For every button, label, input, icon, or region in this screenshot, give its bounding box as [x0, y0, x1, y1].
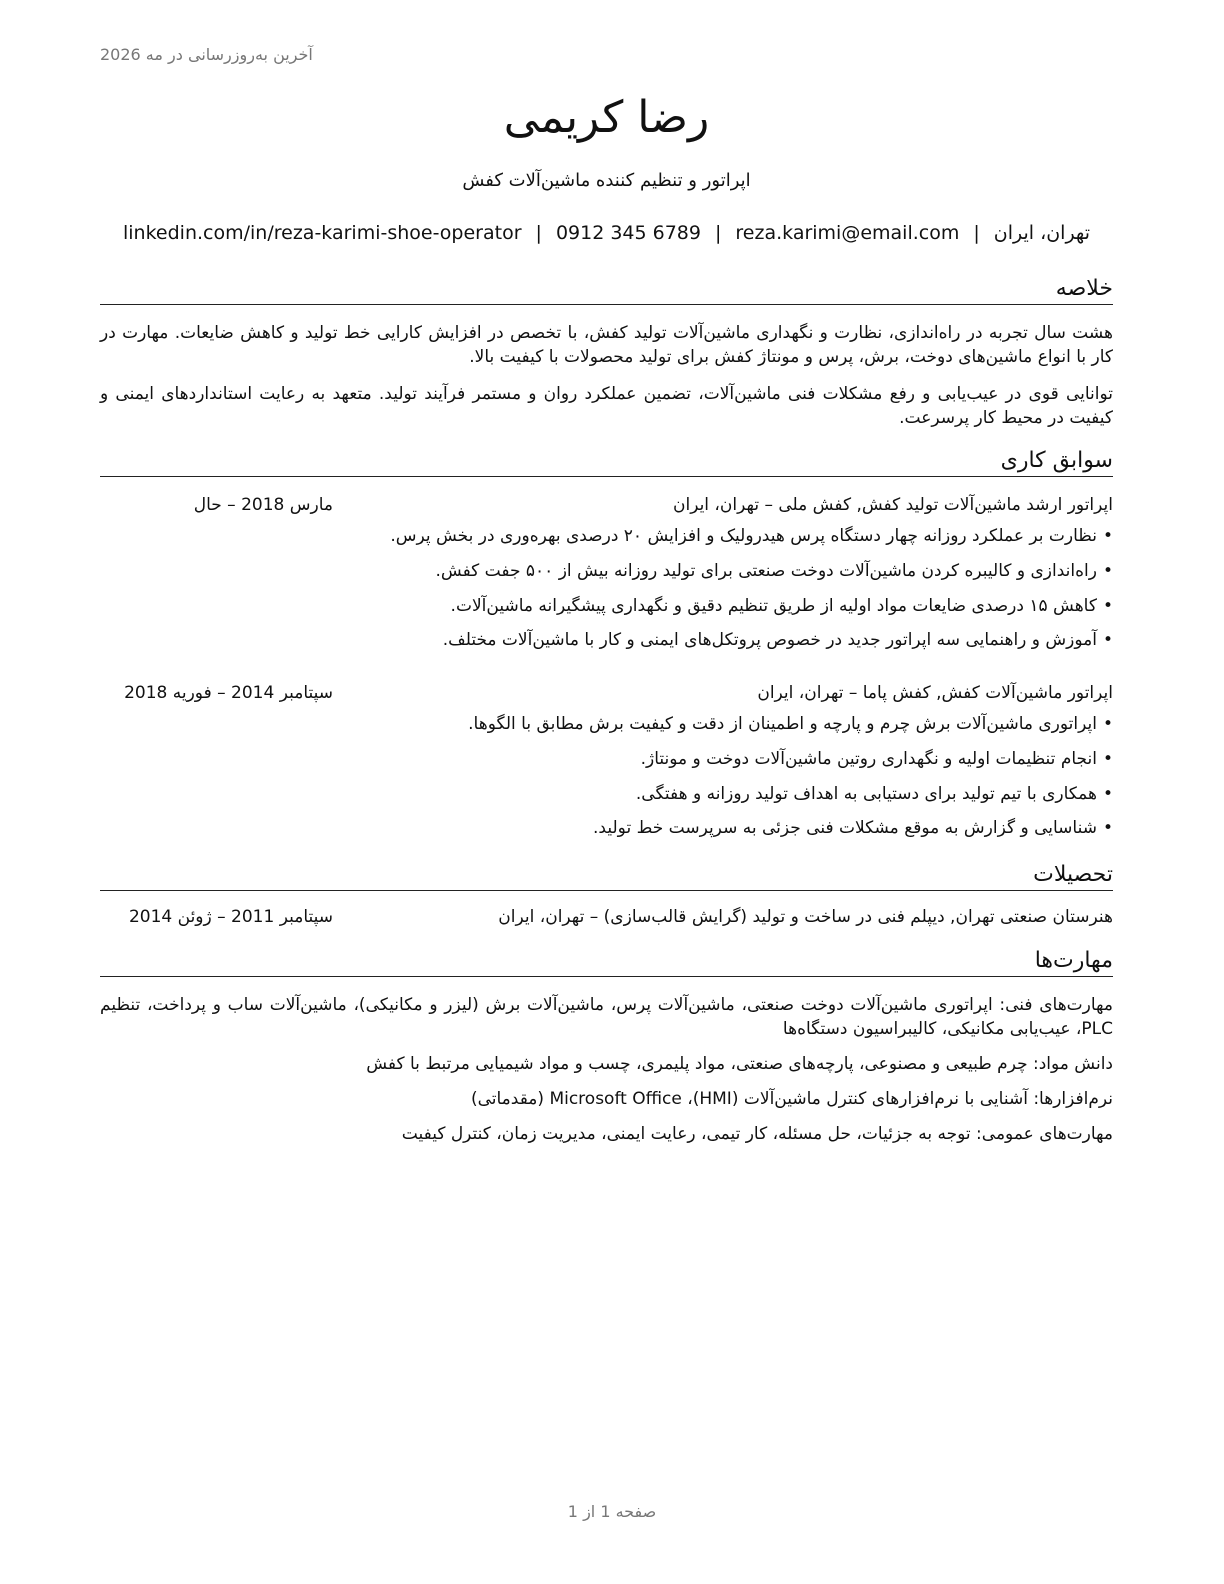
contact-separator: |: [715, 222, 722, 244]
job-bullet: [468, 712, 1113, 736]
bullet-dot: •: [1102, 630, 1113, 650]
job-bullet-text: همکاری با تیم تولید برای دستیابی به اهداف تولید روزانه و هفتگی.: [635, 784, 1097, 804]
section-title-skills: مهارت‌ها: [100, 948, 1113, 977]
bullet-dot: •: [1102, 749, 1113, 769]
job-bullet-text: شناسایی و گزارش به موقع مشکلات فنی جزئی به سرپرست خط تولید.: [593, 818, 1097, 838]
skill-line: مهارت‌های عمومی: توجه به جزئیات، حل مسئله، کار تیمی، رعایت ایمنی، مدیریت زمان، کنترل کیفیت: [401, 1124, 1113, 1144]
job-date: سپتامبر 2014 – فوریه 2018: [124, 683, 333, 703]
job-bullet-text: انجام تنظیمات اولیه و نگهداری روتین ماشین‌آلات دوخت و مونتاژ.: [640, 749, 1097, 769]
job-bullet-text: اپراتوری ماشین‌آلات برش چرم و پارچه و اطمینان از دقت و کیفیت برش مطابق با الگوها.: [468, 714, 1097, 734]
section-title-experience: سوابق کاری: [100, 448, 1113, 477]
job-bullet-text: کاهش ۱۵ درصدی ضایعات مواد اولیه از طریق تنظیم دقیق و نگهداری پیشگیرانه ماشین‌آلات.: [450, 596, 1097, 616]
section-title-education: تحصیلات: [100, 862, 1113, 891]
last-updated-note: آخرین به‌روزرسانی در مه 2026: [100, 45, 313, 64]
contact-linkedin[interactable]: linkedin.com/in/reza-karimi-shoe-operator: [123, 222, 522, 244]
bullet-dot: •: [1102, 784, 1113, 804]
job-bullet: [636, 782, 1113, 806]
job-bullet: [436, 559, 1114, 583]
bullet-dot: •: [1102, 596, 1113, 616]
job-title: اپراتور و تنظیم کننده ماشین‌آلات کفش: [462, 170, 751, 191]
skill-line: نرم‌افزارها: آشنایی با نرم‌افزارهای کنترل ماشین‌آلات (HMI)، Microsoft Office (مقدماتی): [470, 1089, 1113, 1109]
contact-line: [100, 222, 1113, 244]
contact-location: تهران، ایران: [993, 222, 1090, 244]
job-role: اپراتور ارشد ماشین‌آلات تولید کفش, کفش ملی – تهران، ایران: [672, 495, 1113, 515]
page-number: صفحه 1 از 1: [567, 1502, 657, 1521]
skill-line: مهارت‌های فنی: اپراتوری ماشین‌آلات دوخت صنعتی، ماشین‌آلات پرس، ماشین‌آلات برش (لیزر و مکانیکی)، ماشین‌آلات ساب و پرداخت، تنظیم PLC، عیب‌یابی مکانیکی، کالیبراسیون دستگاه‌ها: [100, 995, 1113, 1039]
contact-separator: |: [535, 222, 542, 244]
job-bullet-text: آموزش و راهنمایی سه اپراتور جدید در خصوص پروتکل‌های ایمنی و کار با ماشین‌آلات مختلف.: [442, 630, 1097, 650]
summary-paragraph-2: توانایی قوی در عیب‌یابی و رفع مشکلات فنی ماشین‌آلات، تضمین عملکرد روان و مستمر فرآیند تولید. متعهد به رعایت استانداردهای ایمنی و کیفیت در محیط کار پرسرعت.: [100, 384, 1113, 428]
contact-phone[interactable]: 0912 345 6789: [555, 222, 701, 244]
education-school: هنرستان صنعتی تهران, دیپلم فنی در ساخت و تولید (گرایش قالب‌سازی) – تهران، ایران: [498, 907, 1113, 927]
bullet-dot: •: [1102, 818, 1113, 838]
job-bullet-text: نظارت بر عملکرد روزانه چهار دستگاه پرس هیدرولیک و افزایش ۲۰ درصدی بهره‌وری در بخش پرس.: [390, 526, 1097, 546]
skill-line: دانش مواد: چرم طبیعی و مصنوعی، پارچه‌های صنعتی، مواد پلیمری، چسب و مواد شیمیایی مرتبط با کفش: [366, 1054, 1113, 1074]
contact-separator: |: [973, 222, 980, 244]
candidate-name: رضا کریمی: [503, 92, 710, 143]
contact-email[interactable]: reza.karimi@email.com: [735, 222, 960, 244]
job-bullet-text: راه‌اندازی و کالیبره کردن ماشین‌آلات دوخت صنعتی برای تولید روزانه بیش از ۵۰۰ جفت کفش.: [435, 561, 1097, 581]
job-bullet: [443, 628, 1113, 652]
section-title-summary: خلاصه: [100, 276, 1113, 305]
bullet-dot: •: [1102, 526, 1113, 546]
resume-page: [100, 0, 1113, 1584]
job-bullet: [390, 524, 1113, 548]
bullet-dot: •: [1102, 561, 1113, 581]
job-date: مارس 2018 – حال: [193, 495, 333, 515]
job-bullet: [641, 747, 1113, 771]
education-date: سپتامبر 2011 – ژوئن 2014: [128, 907, 333, 927]
job-bullet: [451, 594, 1113, 618]
summary-paragraph-1: هشت سال تجربه در راه‌اندازی، نظارت و نگهداری ماشین‌آلات تولید کفش، با تخصص در افزایش کارایی خط تولید و کاهش ضایعات. مهارت در کار با انواع ماشین‌های دوخت، برش، پرس و مونتاژ کفش برای تولید محصولات با کیفیت بالا.: [100, 323, 1113, 367]
bullet-dot: •: [1102, 714, 1113, 734]
job-role: اپراتور ماشین‌آلات کفش, کفش پاما – تهران، ایران: [757, 683, 1113, 703]
job-bullet: [593, 816, 1113, 840]
